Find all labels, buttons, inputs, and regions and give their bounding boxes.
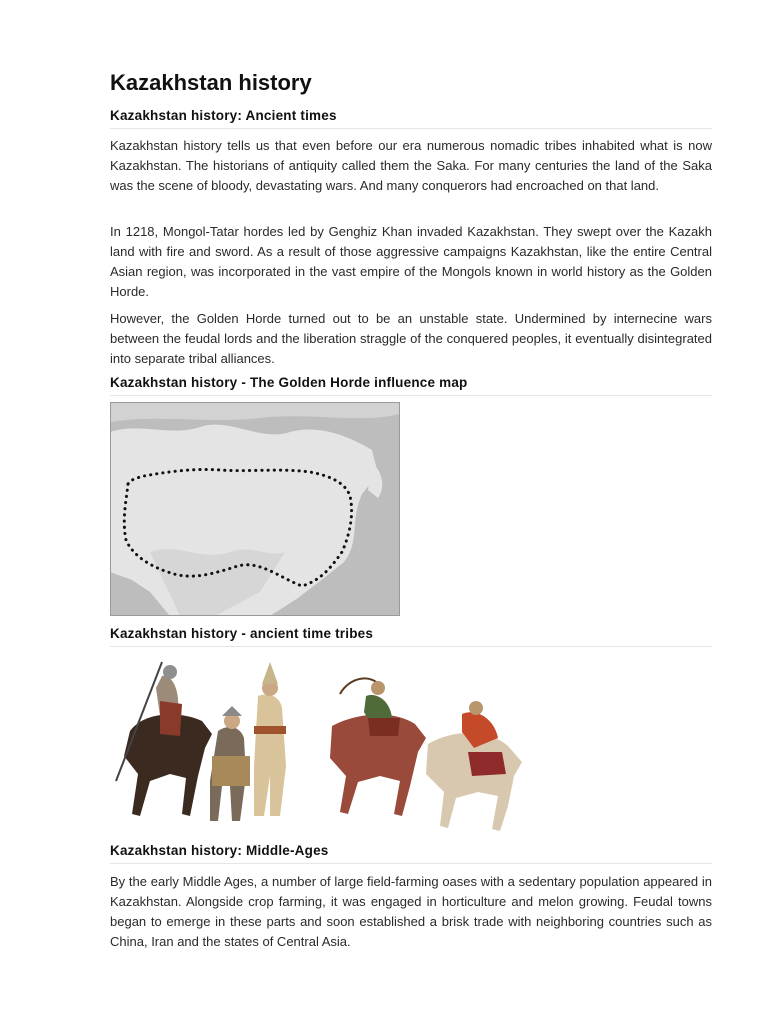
mounted-warrior-rear — [426, 701, 522, 831]
mounted-spearman — [116, 662, 212, 816]
section-heading-middle-ages: Kazakhstan history: Middle-Ages — [110, 843, 329, 858]
mounted-archer — [330, 678, 426, 816]
section-divider — [110, 646, 712, 647]
standing-warrior — [254, 662, 286, 816]
page-title: Kazakhstan history — [110, 70, 312, 95]
paragraph-saka: Kazakhstan history tells us that even before our era numerous nomadic tribes inhabited what is now Kazakhstan. The historians of antiquity called them the Saka. For many centuries the land of the Saka was the scene of bloody, devastating wars. And many conquerors had encroached on that land. — [110, 138, 712, 193]
section-divider — [110, 395, 712, 396]
foot-soldier-with-shield — [210, 706, 250, 821]
golden-horde-map-image — [110, 402, 400, 616]
section-divider — [110, 863, 712, 864]
paragraph-middle-ages: By the early Middle Ages, a number of large field-farming oases with a sedentary population appeared in Kazakhstan. Alongside crop farming, it was engaged in horticulture and melon growing. Feudal towns began to emerge in these parts and soon established a brisk trade with neighboring countries such as China, Iran and the states of Central Asia. — [110, 874, 712, 949]
section-divider — [110, 128, 712, 129]
section-heading-golden-horde-map: Kazakhstan history - The Golden Horde influence map — [110, 375, 468, 390]
section-heading-ancient-tribes: Kazakhstan history - ancient time tribes — [110, 626, 374, 641]
section-heading-ancient-times: Kazakhstan history: Ancient times — [110, 108, 337, 123]
paragraph-golden-horde-decline: However, the Golden Horde turned out to be an unstable state. Undermined by internecine wars between the feudal lords and the liberation straggle of the conquered peoples, it eventually disintegrated into separate tribal alliances. — [110, 311, 712, 366]
ancient-tribes-warriors-image — [110, 656, 550, 834]
paragraph-mongol-invasion: In 1218, Mongol-Tatar hordes led by Genghiz Khan invaded Kazakhstan. They swept over the Kazakh land with fire and sword. As a result of those aggressive campaigns Kazakhstan, like the entire Central Asian region, was incorporated in the vast empire of the Mongols known in world history as the Golden Horde. — [110, 224, 712, 299]
